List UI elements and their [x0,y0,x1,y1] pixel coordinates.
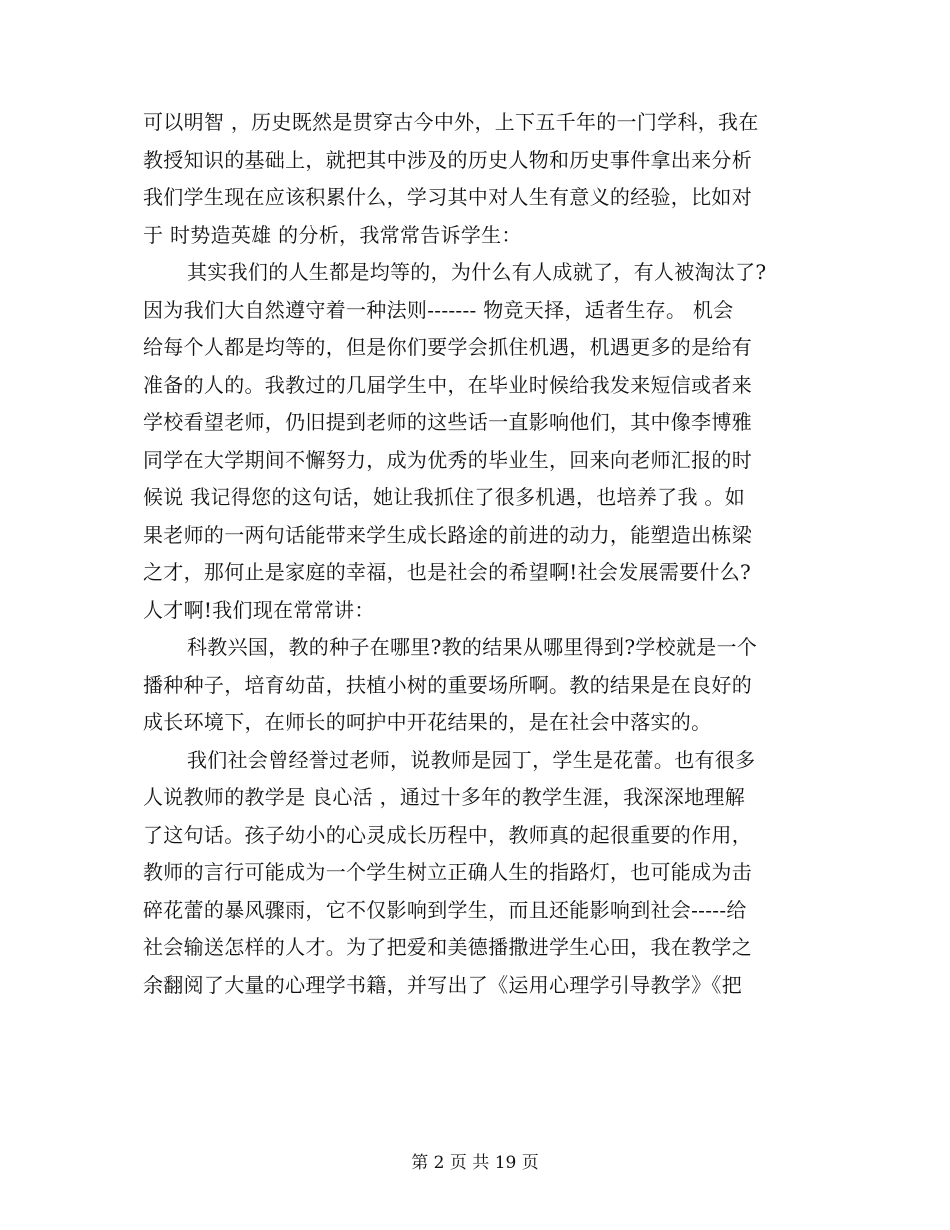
text-line: 给每个人都是均等的，但是你们要学会抓住机遇，机遇更多的是给有 [143,335,752,359]
text-line: 了这句话。孩子幼小的心灵成长历程中，教师真的起很重要的作用， [143,822,752,847]
text-line: 成长环境下，在师长的呵护中开花结果的，是在社会中落实的。 [143,710,712,734]
text-line: 候说 我记得您的这句话，她让我抓住了很多机遇，也培养了我 。如 [143,485,746,509]
text-line: 准备的人的。我教过的几届学生中，在毕业时候给我发来短信或者来 [143,372,752,397]
text-line: 教授知识的基础上，就把其中涉及的历史人物和历史事件拿出来分析 [143,147,752,172]
text-line: 人才啊!我们现在常常讲： [143,597,375,622]
text-line: 社会输送怎样的人才。为了把爱和美德播撒进学生心田，我在教学之 [143,935,752,959]
text-line: 我们学生现在应该积累什么，学习其中对人生有意义的经验，比如对 [143,185,752,209]
text-line: 果老师的一两句话能带来学生成长路途的前进的动力，能塑造出栋梁 [143,522,752,547]
text-line: 之才，那何止是家庭的幸福，也是社会的希望啊!社会发展需要什么? [143,560,752,584]
document-body [143,104,808,1004]
text-line: 因为我们大自然遵守着一种法则------- 物竞天择，适者生存。 机会 [143,297,734,322]
text-line: 于 时势造英雄 的分析，我常常告诉学生： [143,222,522,247]
paragraph-start-line: 科教兴国，教的种子在哪里?教的结果从哪里得到?学校就是一个 [187,635,758,659]
text-line: 教师的言行可能成为一个学生树立正确人生的指路灯，也可能成为击 [143,860,752,884]
paragraph-start-line: 我们社会曾经誉过老师，说教师是园丁，学生是花蕾。也有很多 [187,747,756,772]
text-line: 同学在大学期间不懈努力，成为优秀的毕业生，回来向老师汇报的时 [143,447,752,472]
text-line: 碎花蕾的暴风骤雨，它不仅影响到学生，而且还能影响到社会-----给 [143,897,747,922]
text-line: 播种种子，培育幼苗，扶植小树的重要场所啊。教的结果是在良好的 [143,672,752,697]
text-line: 可以明智 ，历史既然是贯穿古今中外，上下五千年的一门学科，我在 [143,110,759,134]
text-line: 余翻阅了大量的心理学书籍，并写出了《运用心理学引导教学》《把 [143,972,742,997]
text-line: 学校看望老师，仍旧提到老师的这些话一直影响他们，其中像李博雅 [143,410,752,434]
paragraph-start-line: 其实我们的人生都是均等的，为什么有人成就了，有人被淘汰了? [187,260,767,284]
text-line: 人说教师的教学是 良心活 ，通过十多年的教学生涯，我深深地理解 [143,785,746,809]
page-number-footer: 第 2 页 共 19 页 [411,1153,539,1173]
